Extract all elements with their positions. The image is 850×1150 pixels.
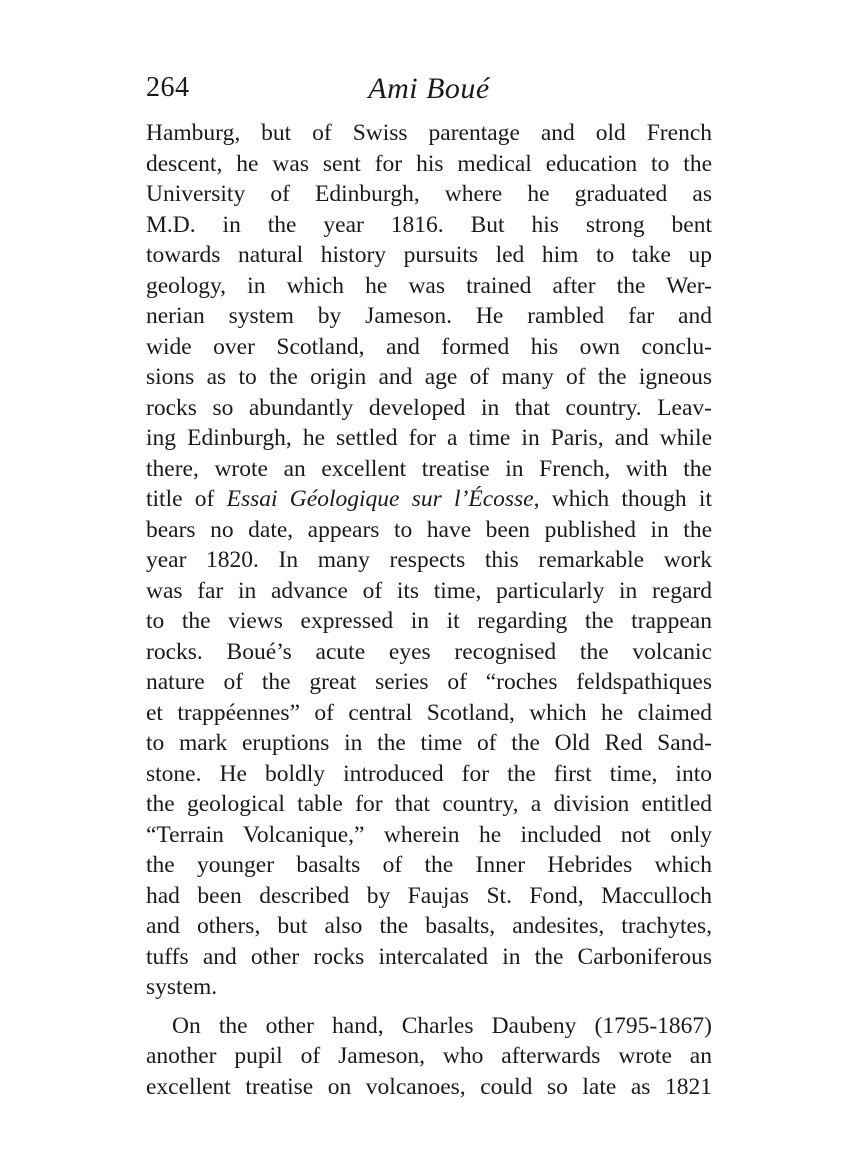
running-head xyxy=(146,72,712,112)
text-line: there, wrote an excellent treatise in French, with the xyxy=(146,455,712,482)
body-text xyxy=(146,118,712,1102)
text-line: et trappéennes” of central Scotland, which he claimed xyxy=(146,699,712,726)
text-line-with-italic-title xyxy=(146,484,712,515)
text-line: tuffs and other rocks intercalated in the Carboniferous xyxy=(146,943,712,970)
text-line: Hamburg, but of Swiss parentage and old French xyxy=(146,120,712,146)
text-line: nerian system by Jameson. He rambled far and xyxy=(146,303,712,329)
text-line: stone. He boldly introduced for the first time, into xyxy=(146,760,712,787)
text-line: geology, in which he was trained after the Wer- xyxy=(146,272,712,299)
text-line: descent, he was sent for his medical education to the xyxy=(146,150,712,177)
text-line: year 1820. In many respects this remarkable work xyxy=(146,547,712,573)
text-line: excellent treatise on volcanoes, could so late as 1821 xyxy=(146,1073,712,1100)
text-line: system. xyxy=(146,974,218,1000)
text-line: M.D. in the year 1816. But his strong bent xyxy=(146,211,712,238)
text-line: and others, but also the basalts, andesites, trachytes, xyxy=(146,913,712,939)
text-fragment: , which though it xyxy=(533,486,712,512)
paragraph-gap xyxy=(146,1003,712,1011)
text-line: “Terrain Volcanique,” wherein he included not only xyxy=(146,821,712,848)
text-line: had been described by Faujas St. Fond, Macculloch xyxy=(146,882,712,909)
text-fragment: title of xyxy=(146,486,227,512)
text-line: to the views expressed in it regarding the trappean xyxy=(146,608,712,634)
paragraph-2 xyxy=(146,1011,712,1103)
text-line: University of Edinburgh, where he graduated as xyxy=(146,181,712,207)
text-line: towards natural history pursuits led him to take up xyxy=(146,242,712,268)
paragraph-1 xyxy=(146,118,712,1003)
text-line: wide over Scotland, and formed his own conclu- xyxy=(146,333,712,360)
page-number: 264 xyxy=(146,72,190,103)
text-line: bears no date, appears to have been published in the xyxy=(146,516,712,543)
book-title-italic: Essai Géologique sur l’Écosse xyxy=(226,486,534,512)
text-line: the younger basalts of the Inner Hebrides which xyxy=(146,852,712,878)
text-line: was far in advance of its time, particularly in regard xyxy=(146,577,712,604)
text-line: to mark eruptions in the time of the Old Red Sand- xyxy=(146,730,712,756)
text-line: On the other hand, Charles Daubeny (1795-1867) xyxy=(172,1012,712,1039)
text-line: another pupil of Jameson, who afterwards wrote an xyxy=(146,1043,712,1069)
text-line: rocks. Boué’s acute eyes recognised the volcanic xyxy=(146,638,712,665)
text-line: sions as to the origin and age of many of the igneous xyxy=(146,364,712,390)
text-line: nature of the great series of “roches feldspathiques xyxy=(146,669,712,695)
running-title: Ami Boué xyxy=(368,72,490,105)
text-line: ing Edinburgh, he settled for a time in Paris, and while xyxy=(146,425,712,451)
text-line: the geological table for that country, a division entitled xyxy=(146,791,712,817)
text-line: rocks so abundantly developed in that country. Leav- xyxy=(146,394,712,421)
